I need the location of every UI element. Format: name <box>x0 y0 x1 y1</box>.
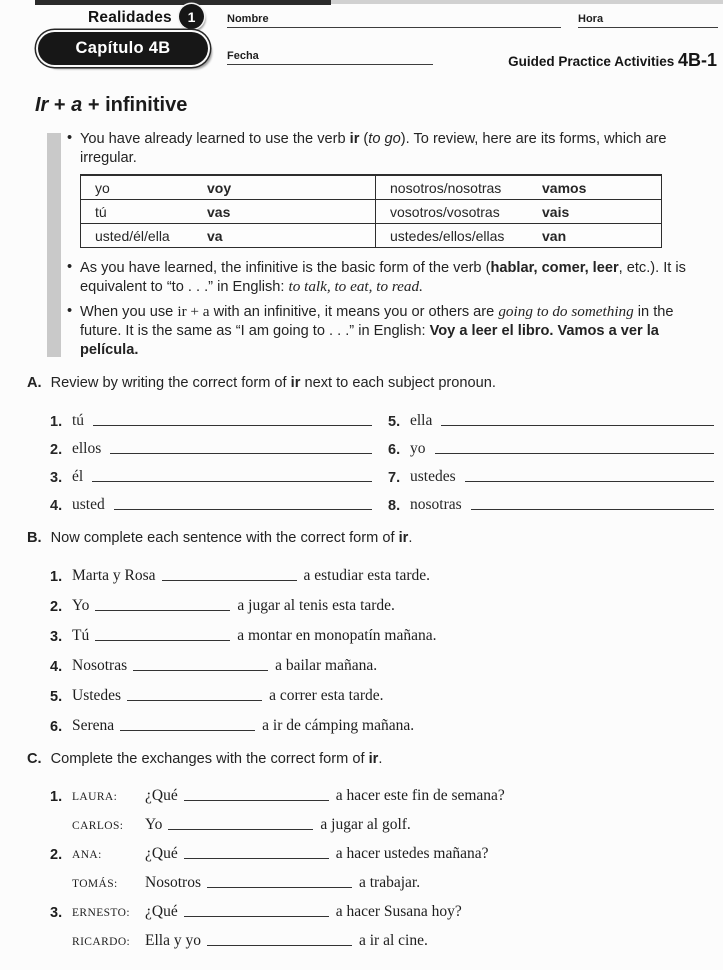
intro-bullet-3: • When you use ir + a with an infinitive, it means you or others are going to do something in the future. It is the same as “I am going to . . .” in English: Voy a leer el libro. Vamos a ver la película. <box>67 303 674 358</box>
item-number: 5. <box>50 689 63 706</box>
sentence-end: a montar en monopatín mañana. <box>237 627 437 645</box>
section-a-items <box>50 402 716 514</box>
verb-form: voy <box>207 179 232 196</box>
item-number: 6. <box>388 442 401 459</box>
sentence-start: Serena <box>72 717 115 735</box>
level-1-badge <box>179 4 204 29</box>
conjugation-row <box>81 199 661 223</box>
answer-blank[interactable] <box>465 481 714 482</box>
bullet-icon: • <box>67 259 73 276</box>
dialogue-end: a hacer ustedes mañana? <box>335 845 489 863</box>
item-number: 4. <box>50 659 63 676</box>
answer-blank[interactable] <box>120 730 255 731</box>
answer-blank[interactable] <box>435 453 715 454</box>
sentence-end: a jugar al tenis esta tarde. <box>237 597 395 615</box>
conjugation-cell-left <box>81 176 376 199</box>
sentence-start: Yo <box>72 597 90 615</box>
dialogue-end: a hacer Susana hoy? <box>335 903 462 921</box>
exercise-b-item <box>50 615 723 645</box>
chapter-badge <box>38 32 208 65</box>
fecha-label: Fecha <box>227 50 259 62</box>
sentence-end: a correr esta tarde. <box>269 687 384 705</box>
answer-blank[interactable] <box>127 700 262 701</box>
exercise-c-item <box>50 863 723 892</box>
conjugation-row <box>81 223 661 247</box>
pronoun: tú <box>95 203 107 220</box>
pronoun-label: usted <box>72 496 105 514</box>
dialogue-start: Nosotros <box>145 874 201 892</box>
item-number: 2. <box>50 847 63 864</box>
pronoun-label: nosotras <box>410 496 462 514</box>
activity-label: Guided Practice Activities <box>508 54 675 69</box>
exercise-a-item <box>388 430 716 458</box>
item-number: 3. <box>50 470 63 487</box>
exercise-a-item <box>50 430 388 458</box>
activity-number: 4B-1 <box>677 50 717 70</box>
section-b-header: B. Now complete each sentence with the correct form of ir. <box>27 530 413 547</box>
section-c-items <box>0 776 723 950</box>
exercise-b-item <box>50 705 723 735</box>
dialogue-end: a jugar al golf. <box>320 816 411 834</box>
exercise-b-item <box>50 645 723 675</box>
conjugation-row <box>81 175 661 199</box>
conjugation-cell-right <box>376 200 661 223</box>
pronoun: vosotros/vosotras <box>390 203 500 220</box>
pronoun-label: ellos <box>72 440 102 458</box>
pronoun-label: yo <box>410 440 426 458</box>
answer-blank[interactable] <box>93 425 372 426</box>
speaker-label: LAURA: <box>72 791 118 804</box>
pronoun-label: ustedes <box>410 468 456 486</box>
exercise-b-item <box>50 675 723 705</box>
sentence-start: Tú <box>72 627 90 645</box>
conjugation-cell-left <box>81 224 376 247</box>
item-number: 5. <box>388 414 401 431</box>
dialogue-end: a ir al cine. <box>358 932 428 950</box>
answer-blank[interactable] <box>207 887 352 888</box>
answer-blank[interactable] <box>162 580 297 581</box>
pronoun-label: ella <box>410 412 433 430</box>
item-number: 1. <box>50 789 63 806</box>
speaker-label: ANA: <box>72 849 102 862</box>
answer-blank[interactable] <box>95 640 230 641</box>
conjugation-cell-right <box>376 176 661 199</box>
answer-blank[interactable] <box>184 858 329 859</box>
grammar-intro <box>35 130 717 359</box>
bullet-icon: • <box>67 130 73 146</box>
exercise-c-item <box>50 805 723 834</box>
ir-conjugation-table <box>80 174 662 248</box>
verb-form: vas <box>207 203 231 220</box>
exercise-c-item <box>50 834 723 863</box>
answer-blank[interactable] <box>92 481 372 482</box>
brand-title: Realidades <box>88 9 172 26</box>
exercise-a-item <box>388 402 716 430</box>
speaker-label: CARLOS: <box>72 820 124 833</box>
exercise-b-item <box>50 555 723 585</box>
exercise-a-item <box>388 486 716 514</box>
speaker-label: RICARDO: <box>72 936 131 949</box>
hora-field[interactable] <box>578 9 718 28</box>
item-number: 2. <box>50 442 63 459</box>
sentence-start: Marta y Rosa <box>72 567 156 585</box>
pronoun-label: tú <box>72 412 85 430</box>
intro-bullet-1: • You have already learned to use the verb ir (to go). To review, here are its forms, which are irregular. <box>67 130 667 166</box>
item-number: 8. <box>388 498 401 515</box>
answer-blank[interactable] <box>441 425 714 426</box>
answer-blank[interactable] <box>184 916 329 917</box>
conjugation-cell-right <box>376 224 661 247</box>
pronoun: yo <box>95 179 110 196</box>
pronoun-label: él <box>72 468 84 486</box>
section-a-header: A. Review by writing the correct form of ir next to each subject pronoun. <box>27 375 496 392</box>
dialogue-end: a hacer este fin de semana? <box>335 787 505 805</box>
section-c-header: C. Complete the exchanges with the correct form of ir. <box>27 751 383 768</box>
sentence-end: a estudiar esta tarde. <box>303 567 431 585</box>
sentence-end: a ir de cámping mañana. <box>262 717 415 735</box>
answer-blank[interactable] <box>207 945 352 946</box>
verb-form: vais <box>542 203 570 220</box>
item-number: 4. <box>50 498 63 515</box>
dialogue-start: Yo <box>145 816 163 834</box>
item-number: 1. <box>50 569 63 586</box>
exercise-a-item <box>50 486 388 514</box>
activity-title <box>508 50 717 71</box>
worksheet-header <box>0 0 723 88</box>
hora-label: Hora <box>578 13 604 25</box>
bullet-icon: • <box>67 303 73 320</box>
level-number: 1 <box>187 8 196 25</box>
item-number: 3. <box>50 905 63 922</box>
exercise-c-item <box>50 921 723 950</box>
section-a-column-left <box>50 402 388 514</box>
item-number: 7. <box>388 470 401 487</box>
conjugation-cell-left <box>81 200 376 223</box>
verb-form: va <box>207 227 223 244</box>
exercise-c-item <box>50 892 723 921</box>
sentence-end: a bailar mañana. <box>275 657 378 675</box>
section-b-items <box>0 555 723 735</box>
nombre-field[interactable] <box>227 9 561 28</box>
exercise-c-item <box>50 776 723 805</box>
answer-blank[interactable] <box>114 509 372 510</box>
answer-blank[interactable] <box>184 800 329 801</box>
exercise-a-item <box>50 402 388 430</box>
exercise-a-item <box>388 458 716 486</box>
page-title: Ir + a + infinitive <box>35 94 188 116</box>
exercise-a-item <box>50 458 388 486</box>
item-number: 3. <box>50 629 63 646</box>
dialogue-end: a trabajar. <box>358 874 421 892</box>
item-number: 2. <box>50 599 63 616</box>
verb-form: van <box>542 227 567 244</box>
chapter-label: Capítulo 4B <box>75 39 171 57</box>
sentence-start: Nosotras <box>72 657 128 675</box>
answer-blank[interactable] <box>133 670 268 671</box>
answer-blank[interactable] <box>95 610 230 611</box>
gray-sidebar <box>47 133 61 357</box>
intro-bullet-2: • As you have learned, the infinitive is the basic form of the verb (hablar, comer, leer, etc.). It is equivalent to “to . . .” in English: to talk, to eat, to read. <box>67 259 686 295</box>
speaker-label: ERNESTO: <box>72 907 130 920</box>
speaker-label: TOMÁS: <box>72 878 118 891</box>
sentence-start: Ustedes <box>72 687 122 705</box>
answer-blank[interactable] <box>471 509 714 510</box>
section-a-column-right <box>388 402 716 514</box>
answer-blank[interactable] <box>110 453 372 454</box>
dialogue-start: ¿Qué <box>145 845 178 863</box>
verb-form: vamos <box>542 179 587 196</box>
dialogue-start: ¿Qué <box>145 903 178 921</box>
pronoun: ustedes/ellos/ellas <box>390 227 505 244</box>
exercise-b-item <box>50 585 723 615</box>
item-number: 6. <box>50 719 63 736</box>
nombre-label: Nombre <box>227 13 269 25</box>
dialogue-start: ¿Qué <box>145 787 178 805</box>
item-number: 1. <box>50 414 63 431</box>
dialogue-start: Ella y yo <box>145 932 201 950</box>
fecha-field[interactable] <box>227 46 433 65</box>
pronoun: nosotros/nosotras <box>390 179 502 196</box>
pronoun: usted/él/ella <box>95 227 170 244</box>
answer-blank[interactable] <box>168 829 313 830</box>
